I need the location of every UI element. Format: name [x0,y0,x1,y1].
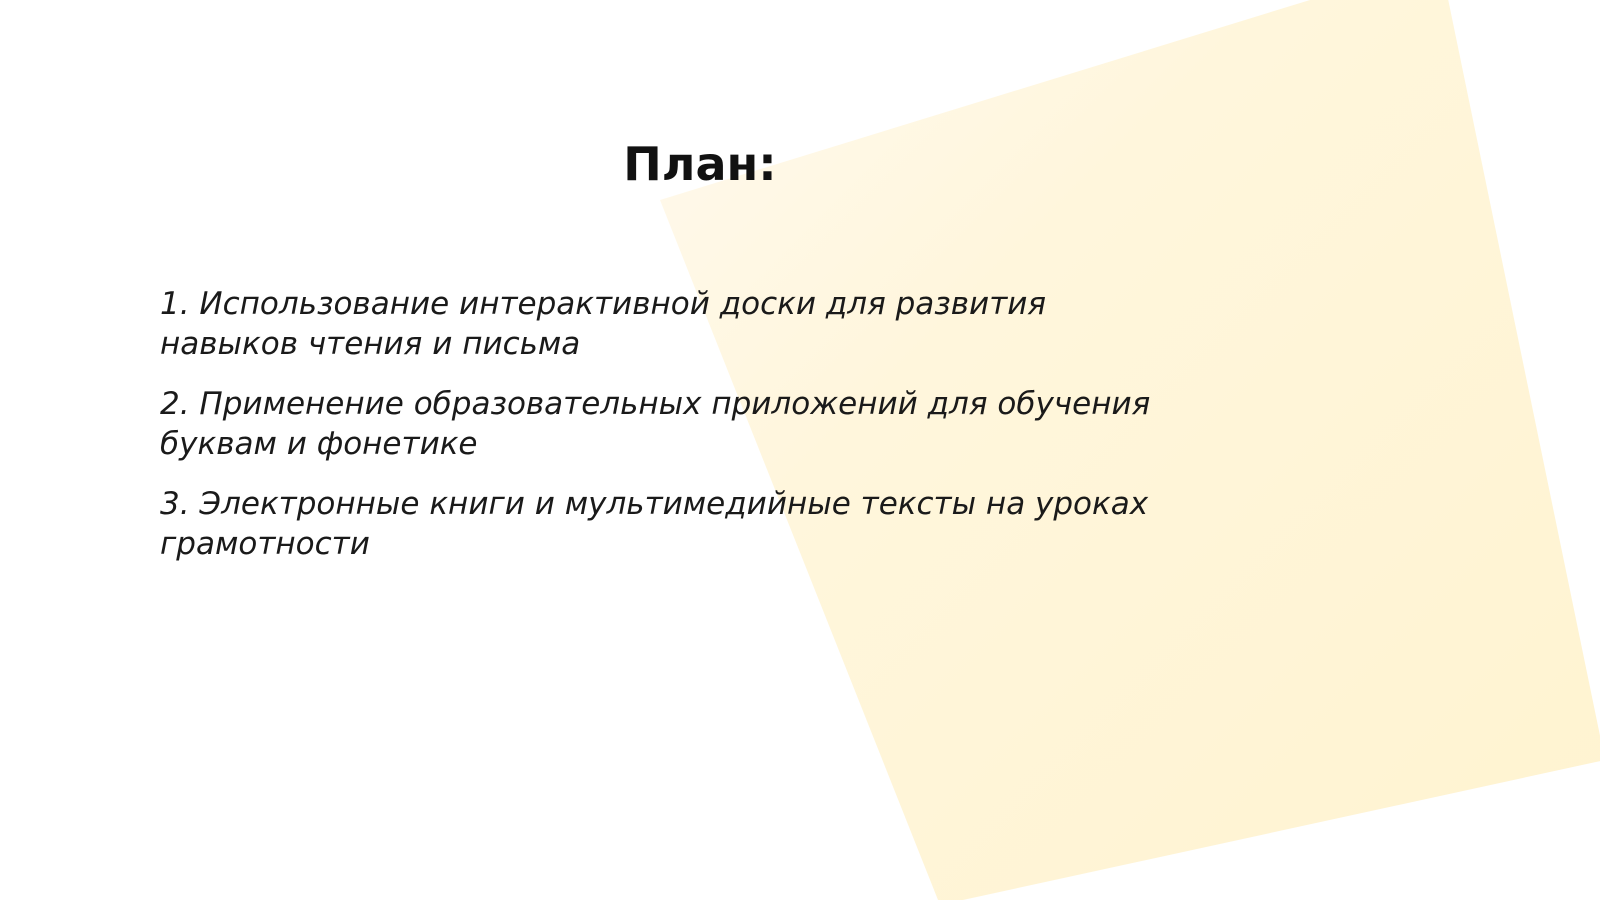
plan-item-3-line-2: грамотности [160,526,370,562]
plan-item-3 [160,484,1160,564]
plan-item-2 [160,384,1160,464]
plan-item-1-line-1: 1. Использование интерактивной доски для развития [160,286,1047,322]
plan-item-1-line-2: навыков чтения и письма [160,326,581,362]
plan-item-1 [160,284,1160,364]
slide-title: План: [623,137,777,191]
plan-item-2-line-2: буквам и фонетике [160,426,478,462]
plan-item-3-line-1: 3. Электронные книги и мультимедийные тексты на уроках [160,486,1149,522]
plan-item-2-line-1: 2. Применение образовательных приложений для обучения [160,386,1151,422]
plan-list [160,284,1160,584]
